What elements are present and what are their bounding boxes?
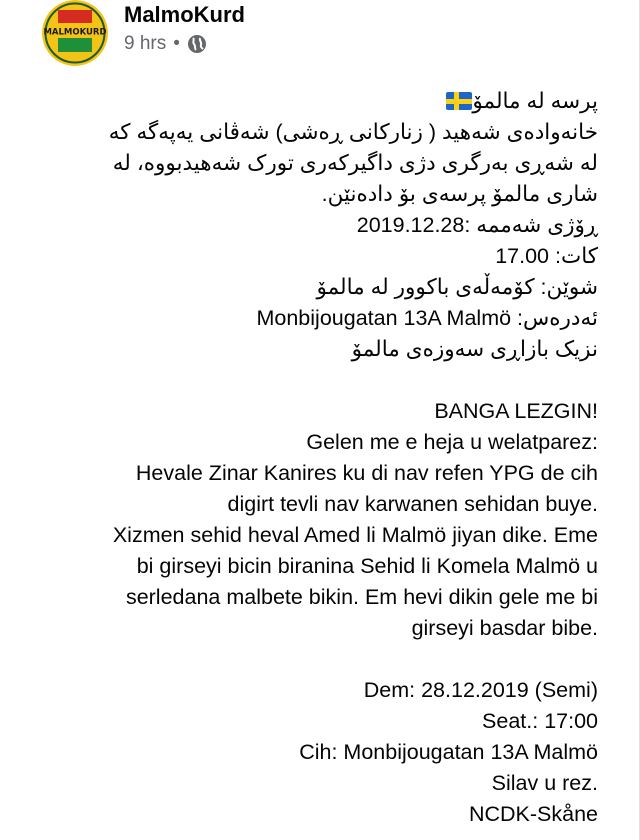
post-line: نزیک بازاڕی سەوزەی مالمۆ <box>351 337 598 361</box>
schedule-time-value: : 17:00 <box>532 709 598 733</box>
schedule-place-value: : Monbijougatan 13A Malmö <box>331 740 598 764</box>
post-header <box>0 0 640 80</box>
post-line-address: ئەدرەس: Monbijougatan 13A Malmö <box>256 306 598 330</box>
post-line: Xizmen sehid heval Amed li Malmö jiyan dike. Eme <box>112 523 598 547</box>
schedule-date-value: : 28.12.2019 (Semi) <box>409 678 598 702</box>
schedule-date-label: Dem <box>363 678 410 702</box>
post-meta <box>124 33 207 55</box>
post-timestamp[interactable]: 9 hrs <box>124 33 167 54</box>
signature: NCDK-Skåne <box>468 802 598 826</box>
post-line-text: پرسە لە مالمۆ <box>472 89 598 113</box>
post-line-date: ڕۆژی شەممە :2019.12.28 <box>356 213 598 237</box>
schedule-date-row <box>38 675 598 706</box>
post-line: Hevale Zinar Kanires ku di nav refen YPG de cih <box>135 461 598 485</box>
globe-icon[interactable] <box>187 34 207 54</box>
page-name-link[interactable]: MalmoKurd <box>124 2 245 27</box>
schedule-time-label: Seat. <box>482 709 533 733</box>
post-line-heading: BANGA LEZGIN! <box>434 399 598 423</box>
post-line: digirt tevli nav karwanen sehidan buye. <box>227 492 598 516</box>
post-line: خانەوادەی شەهید ( زنارکانی ڕەشی) شەڤانی یەپەگە کە <box>108 120 598 144</box>
schedule-time-row <box>38 706 598 737</box>
sign-off: Silav u rez. <box>491 771 598 795</box>
meta-separator: • <box>173 33 180 54</box>
post-line: لە شەڕی بەرگری دژی داگیرکەری تورک شەهیدبووە، لە <box>112 151 598 175</box>
paragraph-gap <box>38 644 598 675</box>
malmokurd-logo <box>42 0 108 66</box>
sweden-flag-icon <box>446 92 472 110</box>
paragraph-gap <box>38 365 598 396</box>
post-text <box>38 86 598 830</box>
post-line-place: شوێن: کۆمەڵەی باکوور لە مالمۆ <box>316 275 598 299</box>
schedule-place-label: Cih <box>299 740 332 764</box>
post-line <box>38 86 598 117</box>
post-line: شاری مالمۆ پرسەی بۆ دادەنێن. <box>321 182 598 206</box>
post-line: girseyi basdar bibe. <box>411 616 598 640</box>
post-line: serledana malbete bikin. Em hevi dikin gele me bi <box>125 585 598 609</box>
post-line: Gelen me e heja u welatparez: <box>306 430 598 454</box>
page-avatar[interactable] <box>42 0 108 66</box>
post-line-time: کات: 17.00 <box>495 244 598 268</box>
svg-text:MALMOKURD: MALMOKURD <box>43 27 107 38</box>
schedule-place-row <box>38 737 598 768</box>
post-line: bi girseyi bicin biranina Sehid li Komela Malmö u <box>136 554 598 578</box>
